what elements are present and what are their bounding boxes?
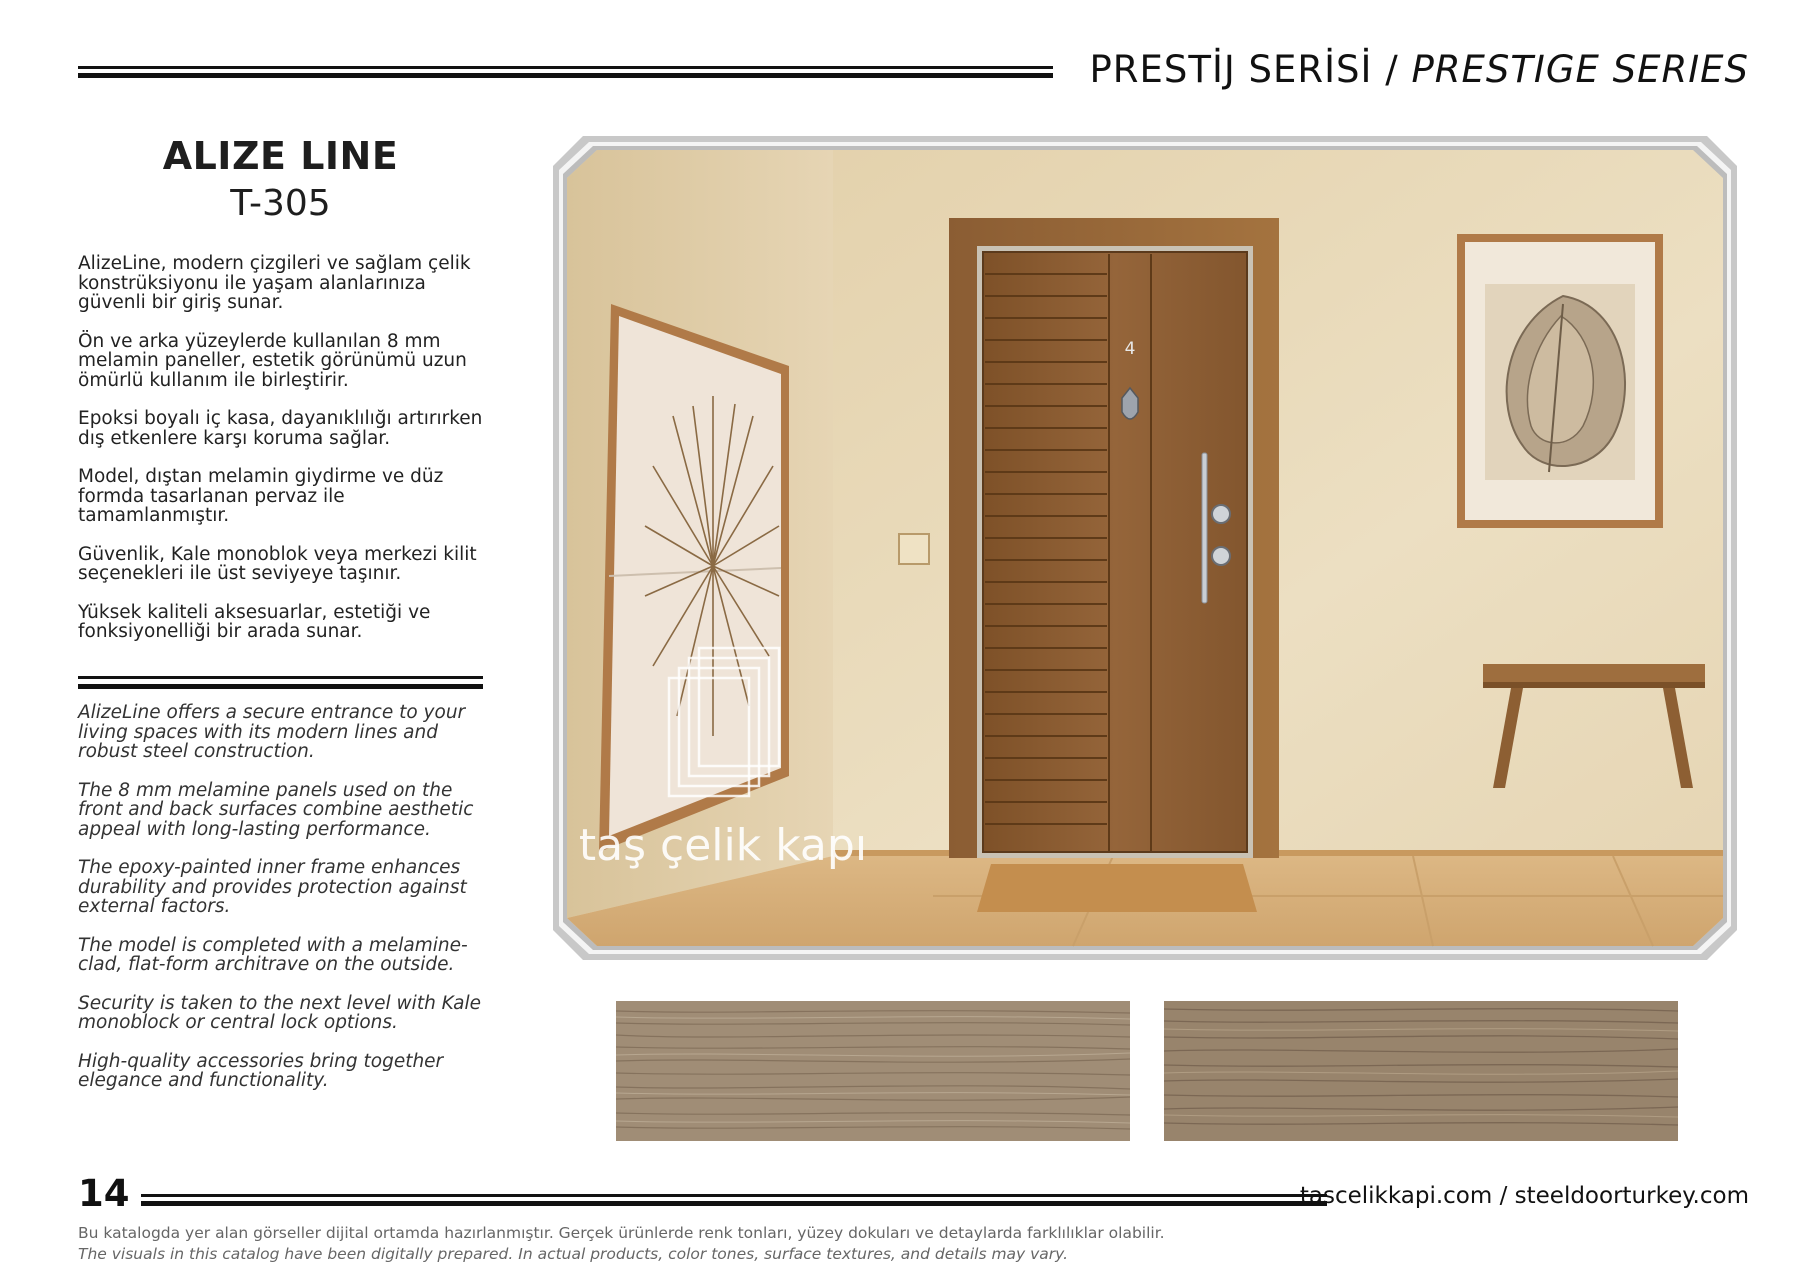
model-name: ALIZE LINE [162,134,399,178]
footer-rule [141,1194,1327,1206]
description-en-paragraph: Security is taken to the next level with Kale monoblock or central lock options. [78,992,482,1033]
description-tr-paragraph: Güvenlik, Kale monoblok veya merkezi kilit seçenekleri ile üst seviyeye taşınır. [78,543,477,584]
description-en-paragraph: The epoxy-painted inner frame enhances durability and provides protection against external factors. [78,857,467,917]
description-tr-paragraph: Model, dıştan melamin giydirme ve düz formda tasarlanan pervaz ile tamamlanmıştır. [78,466,444,526]
door-photo [553,136,1737,960]
header-rule [78,66,1053,78]
description-en-paragraph: The model is completed with a melamine-clad, flat-form architrave on the outside. [78,934,468,975]
door-number: 4 [1124,339,1136,359]
description-turkish [78,254,498,661]
brand-watermark-text: taş çelik kapı [578,820,868,871]
wood-swatch-dark [1164,1001,1678,1141]
series-title-tr: PRESTİJ SERİSİ / [1089,48,1399,91]
page-number: 14 [78,1172,130,1215]
description-en-paragraph: AlizeLine offers a secure entrance to your living spaces with its modern lines and robust steel construction. [78,702,466,762]
series-title-en: PRESTIGE SERIES [1411,48,1749,91]
website-link[interactable]: tascelikkapi.com / steeldoorturkey.com [1299,1183,1749,1209]
description-english [78,703,498,1110]
model-code: T-305 [230,183,331,224]
disclaimer-turkish: Bu katalogda yer alan görseller dijital ortamda hazırlanmıştır. Gerçek ürünlerde renk tonları, yüzey dokuları ve detaylarda farklılıklar olabilir. [78,1224,1165,1242]
lock-cylinder-icon [1212,505,1230,523]
lock-cylinder-icon [1212,547,1230,565]
series-title [1089,48,1749,91]
disclaimer-english: The visuals in this catalog have been digitally prepared. In actual products, color tones, surface textures, and details may vary. [78,1245,1069,1263]
door-handle-icon [1202,453,1207,603]
description-en-paragraph: High-quality accessories bring together elegance and functionality. [78,1050,444,1091]
description-en-paragraph: The 8 mm melamine panels used on the front and back surfaces combine aesthetic appeal with long-lasting performance. [78,779,474,840]
description-tr-paragraph: AlizeLine, modern çizgileri ve sağlam çelik konstrüksiyonu ile yaşam alanlarınıza güvenli bir giriş sunar. [78,253,471,313]
description-tr-paragraph: Epoksi boyalı iç kasa, dayanıklılığı artırırken dış etkenlere karşı koruma sağlar. [78,408,483,449]
description-tr-paragraph: Ön ve arka yüzeylerde kullanılan 8 mm melamin paneller, estetik görünümü uzun ömürlü kullanım ile birleştirir. [78,330,467,391]
section-divider [78,676,483,689]
wood-swatch-light [616,1001,1130,1141]
description-tr-paragraph: Yüksek kaliteli aksesuarlar, estetiği ve fonksiyonelliği bir arada sunar. [78,601,431,642]
